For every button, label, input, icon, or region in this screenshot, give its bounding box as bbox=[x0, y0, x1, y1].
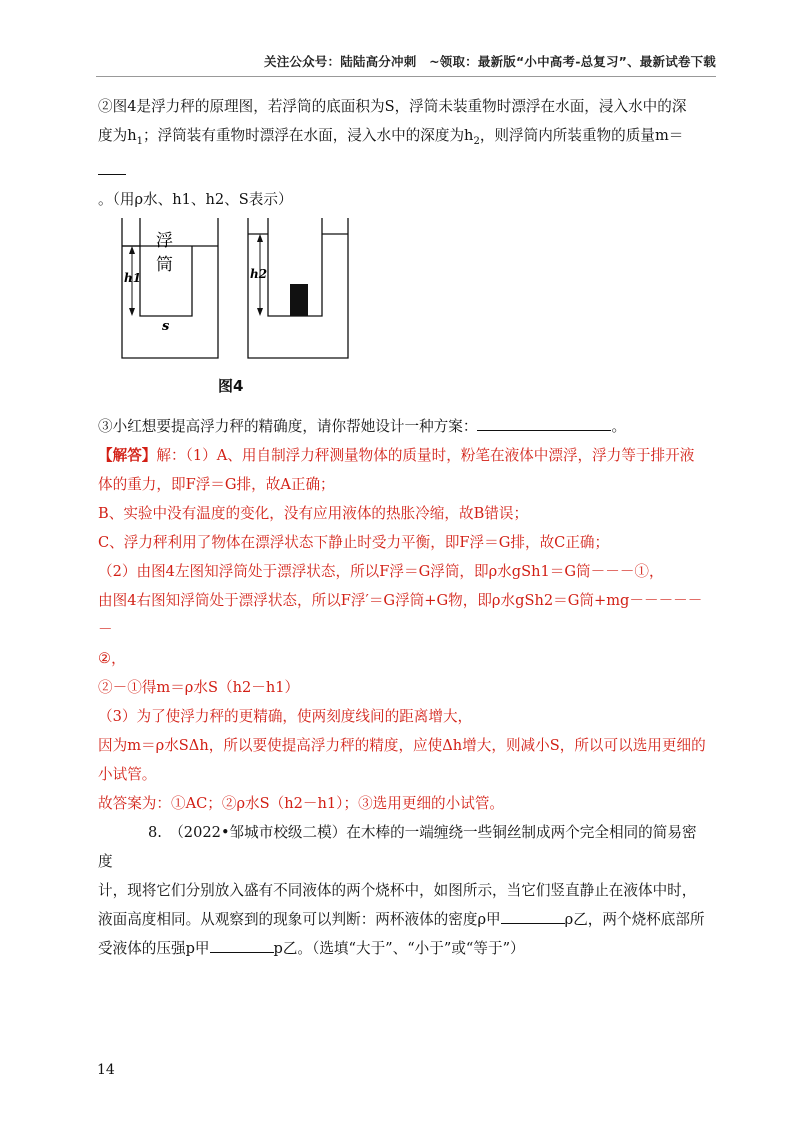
figure-4 bbox=[118, 218, 710, 408]
answer-line5: （2）由图4左图知浮筒处于漂浮状态，所以F浮＝G浮筒，即ρ水gSh1＝G筒－－－①， bbox=[98, 562, 664, 580]
document-body bbox=[98, 92, 710, 963]
answer-line9: （3）为了使浮力秤的更精确，使两刻度线间的距离增大， bbox=[98, 707, 473, 725]
figure-caption: 图4 bbox=[218, 376, 244, 395]
answer-line10: 因为m＝ρ水SΔh，所以要使提高浮力秤的精度，应使Δh增大，则减小S，所以可以选用更细的 bbox=[98, 736, 706, 754]
page-header: 关注公众号：陆陆高分冲刺 ~领取：最新版“小中高考-总复习”、最新试卷下载 bbox=[264, 54, 716, 69]
q2-line2: 度为$h_1$；浮筒装有重物时漂浮在水面，浸入水中的深度为$h_2$，则浮筒内所装重物的质量m＝ bbox=[98, 121, 710, 185]
answer-line3: B、实验中没有温度的变化，没有应用液体的热胀冷缩，故B错误； bbox=[98, 504, 529, 522]
label-s: s bbox=[162, 318, 170, 334]
page-number: 14 bbox=[97, 1062, 115, 1078]
answer-line8: ②－①得m＝ρ水S（h2－h1） bbox=[98, 678, 300, 696]
q8-line1: 8. （2022•邹城市校级二模）在木棒的一端缠绕一些铜丝制成两个完全相同的简易密度 bbox=[98, 823, 697, 870]
label-h2: h2 bbox=[250, 266, 268, 281]
answer-line4: C、浮力秤利用了物体在漂浮状态下静止时受力平衡，即F浮＝G排，故C正确； bbox=[98, 533, 610, 551]
answer-line7: ②， bbox=[98, 649, 126, 667]
answer-line1: 【解答】解：（1）A、用自制浮力秤测量物体的质量时，粉笔在液体中漂浮，浮力等于排开液 bbox=[98, 446, 695, 464]
q8-line3: 液面高度相同。从观察到的现象可以判断：两杯液体的密度ρ甲 ρ乙，两个烧杯底部所 bbox=[98, 905, 710, 934]
q3-line: ③小红想要提高浮力秤的精确度，请你帮她设计一种方案： 。 bbox=[98, 412, 710, 441]
q8-line4: 受液体的压强p甲 p乙。（选填“大于”、“小于”或“等于”） bbox=[98, 934, 710, 963]
answer-line2: 体的重力，即F浮＝G排，故A正确； bbox=[98, 475, 335, 493]
q8-line2: 计，现将它们分别放入盛有不同液体的两个烧杯中，如图所示，当它们竖直静止在液体中时， bbox=[98, 881, 697, 899]
header-divider bbox=[96, 76, 716, 77]
q2-line3: 。（用ρ水、h1、h2、S表示） bbox=[98, 190, 293, 208]
q2-line1: ②图4是浮力秤的原理图，若浮筒的底面积为S，浮筒未装重物时漂浮在水面，浸入水中的深 bbox=[98, 98, 687, 115]
label-h1: h1 bbox=[124, 270, 142, 285]
buoyancy-scale-diagram bbox=[118, 218, 378, 368]
answer-line6: 由图4右图知浮筒处于漂浮状态，所以F浮′＝G浮筒+G物，即ρ水gSh2＝G筒+mg－－－－－－ bbox=[98, 591, 703, 638]
answer-line11: 小试管。 bbox=[98, 765, 157, 783]
answer-line12: 故答案为：①AC；②ρ水S（h2－h1）；③选用更细的小试管。 bbox=[98, 794, 505, 812]
label-float-2: 筒 bbox=[156, 254, 173, 275]
label-float-1: 浮 bbox=[156, 230, 173, 251]
